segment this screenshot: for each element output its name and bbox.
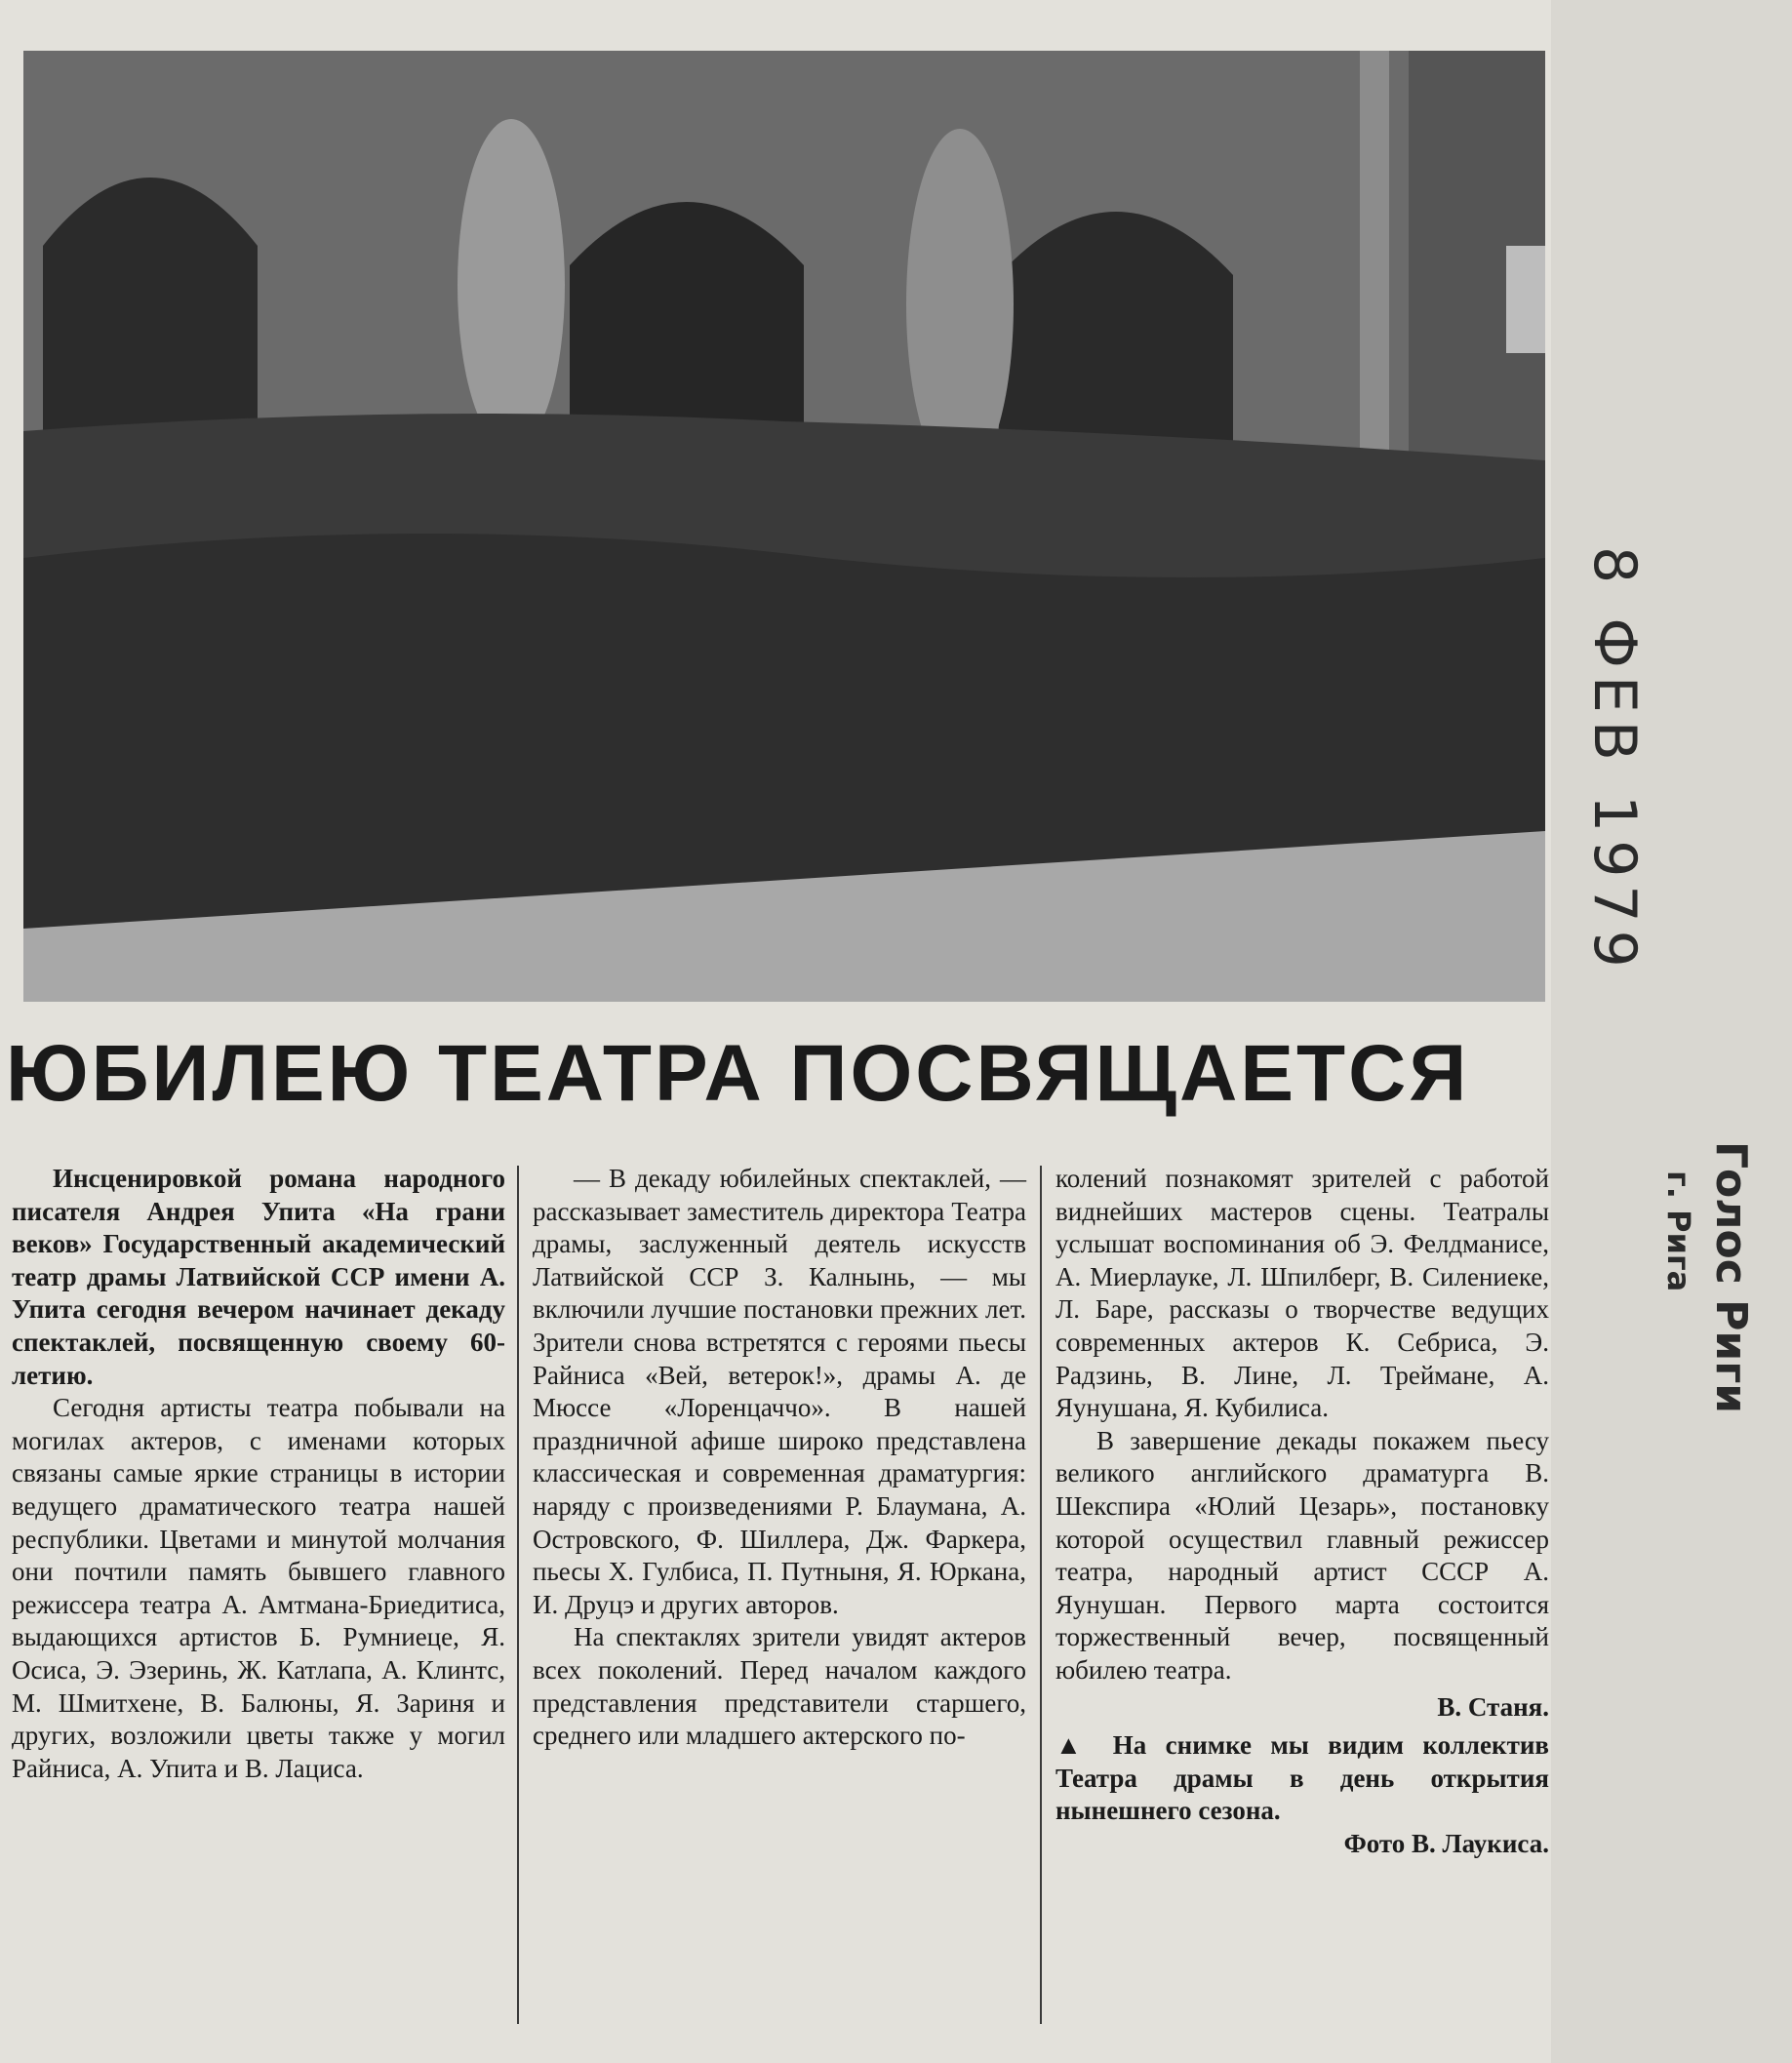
body-paragraph: колений познакомят зрителей с работой виднейших мастеров сцены. Театралы услышат воспоминания об Э. Фелдманисе, А. Миерлауке, Л. Шпилберг, В. Силениеке, Л. Баре, рассказы о творчестве ведущих современных актеров К. Себриса, Э. Радзинь, В. Лине, Л. Треймане, А. Яунушана, Я. Кубилиса.	[1055, 1164, 1549, 1423]
column-rule	[1040, 1166, 1042, 2024]
article-column-3	[1055, 1163, 1549, 1860]
headline: ЮБИЛЕЮ ТЕАТРА ПОСВЯЩАЕТСЯ	[6, 1029, 1470, 1118]
date-stamp: 8 ФЕВ 1979	[1580, 546, 1649, 975]
article-column-2	[533, 1163, 1026, 1753]
body-paragraph: В завершение декады покажем пьесу великого английского драматурга В. Шекспира «Юлий Цезарь», постановку которой осуществил главный режиссер театра, народный артист СССР А. Яунушан. Первого марта состоится торжественный вечер, посвященный юбилею театра.	[1055, 1425, 1549, 1685]
theatre-facade-illustration	[23, 51, 1545, 1002]
newspaper-name-stamp: Голос Риги	[1706, 1141, 1756, 1414]
city-stamp: г. Рига	[1660, 1170, 1697, 1292]
author-signature: В. Станя.	[1437, 1691, 1549, 1722]
column-rule	[517, 1166, 519, 2024]
body-paragraph: Сегодня артисты театра побывали на могилах актеров, с именами которых связаны самые яркие страницы в истории ведущего драматического театра нашей республики. Цветами и минутой молчания они почтили память бывшего главного режиссера театра А. Амтмана-Бриедитиса, выдающихся артистов Б. Румниеце, Я. Осиса, Э. Эзеринь, Ж. Катлапа, А. Клинтс, М. Шмитхене, В. Балюны, Я. Зариня и других, возложили цветы также у могил Райниса, А. Упита и В. Лациса.	[12, 1393, 505, 1783]
body-paragraph: — В декаду юбилейных спектаклей, — рассказывает заместитель директора Театра драмы, заслуженный деятель искусств Латвийской ССР З. Калнынь, — мы включили лучшие постановки прежних лет. Зрители снова встретятся с героями пьесы Райниса «Вей, ветерок!», драмы А. де Мюссе «Лоренцаччо». В нашей праздничной афише широко представлена классическая и современная драматургия: наряду с произведениями Р. Блаумана, А. Островского, Ф. Шиллера, Дж. Фаркера, пьесы Х. Гулбиса, П. Путныня, Я. Юркана, И. Друцэ и других авторов.	[533, 1164, 1026, 1619]
lead-paragraph: Инсценировкой романа народного писателя Андрея Упита «На грани веков» Государственный академический театр драмы Латвийской ССР имени А. Упита сегодня вечером начинает декаду спектаклей, посвященную своему 60-летию.	[12, 1164, 505, 1390]
photo-caption: ▲ На снимке мы видим коллектив Театра драмы в день открытия нынешнего сезона.	[1055, 1730, 1549, 1826]
article-column-1	[12, 1163, 505, 1785]
photo-credit: Фото В. Лаукиса.	[1343, 1828, 1549, 1858]
group-photo	[23, 51, 1545, 1002]
body-paragraph: На спектаклях зрители увидят актеров всех поколений. Перед началом каждого представления представители старшего, среднего или младшего актерского по-	[533, 1622, 1026, 1751]
